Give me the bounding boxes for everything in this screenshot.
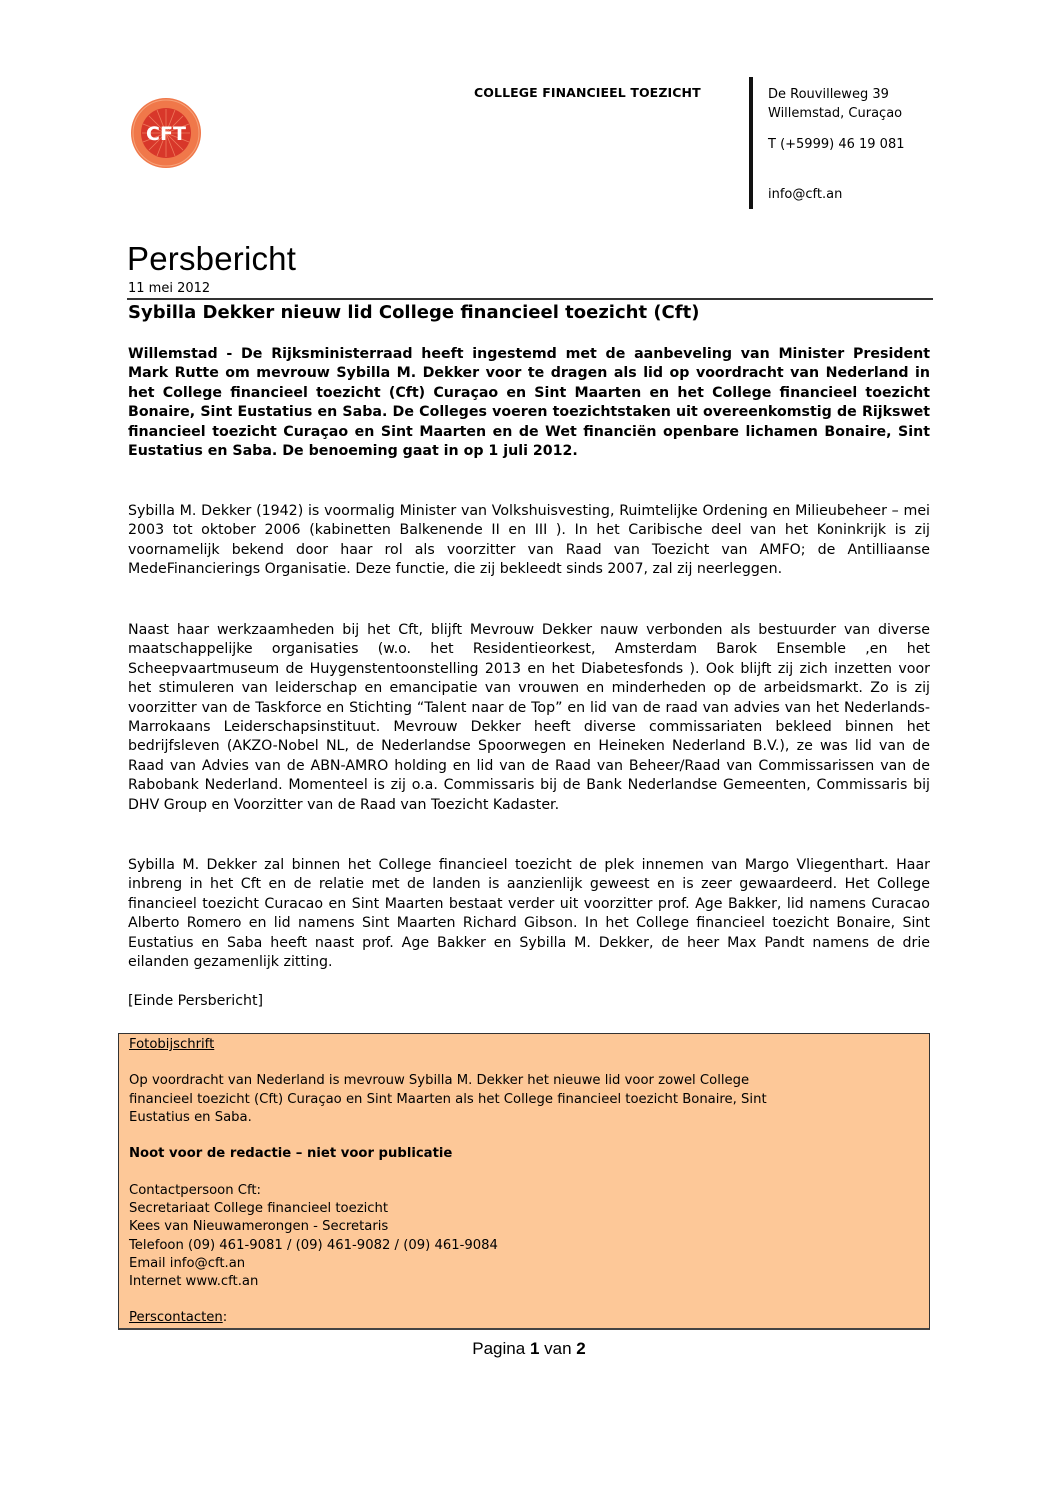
caption-heading: Fotobijschrift — [129, 1037, 215, 1052]
body-paragraph: Naast haar werkzaamheden bij het Cft, blijft Mevrouw Dekker nauw verbonden als bestuurder van diverse maatschappelijke organisaties (w.o. het Residentieorkest, Amsterdam Barok Ensemble ,en het Scheepvaartmuseum de Huygenstentoonstelling 2013 en het Diabetesfonds ). Ook blijft zij zich inzetten voor het stimuleren van leiderschap en emancipatie van vrouwen en minderheden op de arbeidsmarkt. Zo is zij voorzitter van de Taskforce en Stichting “Talent naar de Top” en lid van de raad van advies van het Nederlands-Marrokaans Leiderschapsinstituut. Mevrouw Dekker heeft diverse commissariaten bekleed binnen het bedrijfsleven (AKZO-Nobel NL, de Nederlandse Spoorwegen en Heineken Nederland B.V.), ze was lid van de Raad van Advies van de ABN-AMRO holding en lid van de Raad van Beheer/Raad van Commissarissen van de Rabobank Nederland. Momenteel is zij o.a. Commissaris bij de Bank Nederlandse Gemeenten, Commissaris bij DHV Group en Voorzitter van de Raad van Toezicht Kadaster. — [128, 622, 930, 813]
email-address[interactable]: info@cft.an — [768, 187, 843, 202]
phone-number: T (+5999) 46 19 081 — [768, 137, 905, 152]
page-prefix: Pagina — [472, 1339, 530, 1358]
contact-line: Kees van Nieuwamerongen - Secretaris — [129, 1219, 389, 1234]
svg-text:CFT: CFT — [146, 123, 186, 145]
press-info-box — [118, 1033, 930, 1330]
cft-logo-icon — [128, 97, 204, 169]
address-city: Willemstad, Curaçao — [768, 106, 903, 121]
press-contacts-text: Perscontacten — [129, 1310, 223, 1325]
headline: Sybilla Dekker nieuw lid College financieel toezicht (Cft) — [128, 302, 700, 323]
body-paragraph: Sybilla M. Dekker (1942) is voormalig Minister van Volkshuisvesting, Ruimtelijke Ordening en Milieubeheer – mei 2003 tot oktober 2006 (kabinetten Balkenende II en III ). In het Caribische deel van het Koninkrijk is zij voornamelijk bekend door haar rol als voorzitter van Raad van Toezicht van AMFO; de Antilliaanse MedeFinancierings Organisatie. Deze functie, die zij bekleedt sinds 2007, zal zij neerleggen. — [128, 503, 930, 578]
page-title: Persbericht — [127, 240, 297, 277]
press-contacts-colon: : — [222, 1310, 228, 1325]
end-marker: [Einde Persbericht] — [128, 993, 264, 1009]
letterhead-divider — [749, 77, 753, 209]
body-paragraph: Sybilla M. Dekker zal binnen het College financieel toezicht de plek innemen van Margo Vliegenthart. Haar inbreng in het Cft en de relatie met de landen is aanzienlijk geweest en is zeer gewaardeerd. Het College financieel toezicht Curacao en Sint Maarten bestaat verder uit voorzitter prof. Age Bakker, lid namens Curacao Alberto Romero en lid namens Sint Maarten Richard Gibson. In het College financieel toezicht Bonaire, Sint Eustatius en Saba heeft naast prof. Age Bakker en Sybilla M. Dekker, de heer Max Pandt namens de drie eilanden gezamenlijk zitting. — [128, 857, 930, 971]
address-street: De Rouvilleweg 39 — [768, 87, 889, 102]
contact-address-block — [768, 85, 905, 204]
cft-logo — [128, 97, 204, 169]
total-pages: 2 — [576, 1339, 586, 1358]
caption-line: Eustatius en Saba. — [129, 1110, 252, 1125]
caption-line: Op voordracht van Nederland is mevrouw Sybilla M. Dekker het nieuwe lid voor zowel College — [129, 1073, 750, 1088]
organization-name: COLLEGE FINANCIEEL TOEZICHT — [474, 85, 701, 100]
publication-date: 11 mei 2012 — [128, 281, 211, 296]
editor-note-heading: Noot voor de redactie – niet voor publicatie — [129, 1146, 453, 1161]
title-divider — [127, 298, 933, 300]
current-page: 1 — [529, 1339, 540, 1358]
page-number — [0, 1339, 1058, 1359]
contact-line: Secretariaat College financieel toezicht — [129, 1201, 389, 1216]
page-middle: van — [539, 1339, 577, 1358]
caption-line: financieel toezicht (Cft) Curaçao en Sint Maarten als het College financieel toezicht Bonaire, Sint — [129, 1092, 767, 1107]
contact-website[interactable]: Internet www.cft.an — [129, 1274, 259, 1289]
lead-paragraph: Willemstad - De Rijksministerraad heeft ingestemd met de aanbeveling van Minister President Mark Rutte om mevrouw Sybilla M. Dekker voor te dragen als lid op voordracht van Nederland in het College financieel toezicht (Cft) Curaçao en Sint Maarten en het College financieel toezicht Bonaire, Sint Eustatius en Saba. De Colleges voeren toezichtstaken uit overeenkomstig de Rijkswet financieel toezicht Curaçao en Sint Maarten en de Wet financiën openbare lichamen Bonaire, Sint Eustatius en Saba. De benoeming gaat in op 1 juli 2012. — [128, 346, 930, 460]
press-contacts-label — [129, 1310, 227, 1325]
contact-phone: Telefoon (09) 461-9081 / (09) 461-9082 / (09) 461-9084 — [129, 1238, 498, 1253]
contact-line: Contactpersoon Cft: — [129, 1183, 262, 1198]
contact-email[interactable]: Email info@cft.an — [129, 1256, 246, 1271]
